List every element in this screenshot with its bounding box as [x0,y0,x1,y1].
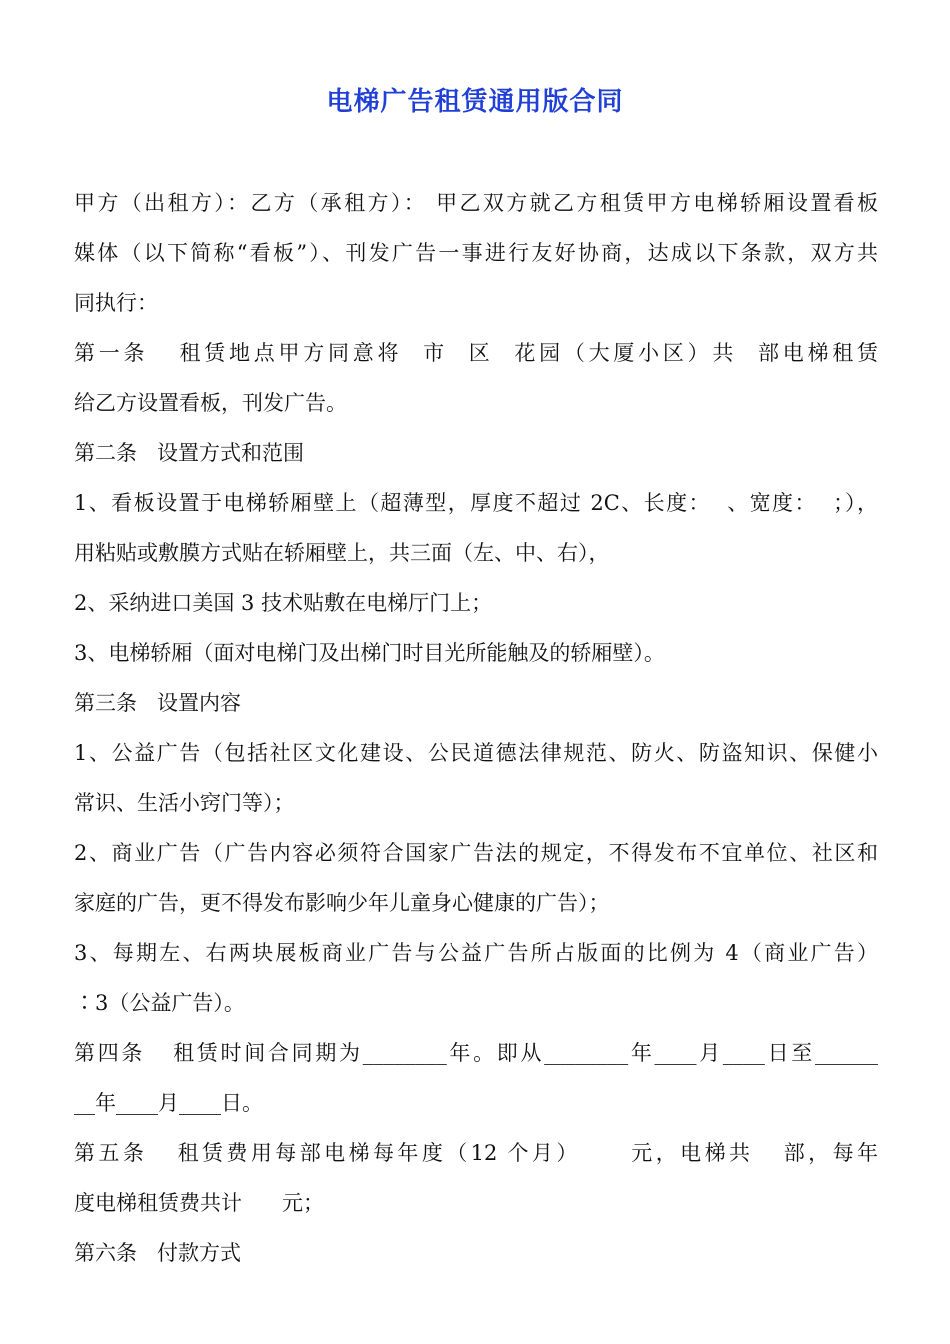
document-title: 电梯广告租赁通用版合同 [326,87,624,117]
article-5-line: 第五条 租赁费用每部电梯每年度（12 个月） 元，电梯共 部，每年 [74,1141,878,1165]
paragraph-line: 3、每期左、右两块展板商业广告与公益广告所占版面的比例为 4（商业广告） [74,941,878,965]
paragraph-line: 甲方（出租方）：乙方（承租方）： 甲乙双方就乙方租赁甲方电梯轿厢设置看板 [74,191,878,215]
paragraph-line: 2、商业广告（广告内容必须符合国家广告法的规定，不得发布不宜单位、社区和 [74,841,878,865]
article-1-line: 第一条 租赁地点甲方同意将 市 区 花园（大厦小区）共 部电梯租赁 [74,341,878,365]
paragraph-line: 用粘贴或敷膜方式贴在轿厢壁上，共三面（左、中、右）， [74,541,610,565]
paragraph-line: 度电梯租赁费共计 元； [74,1191,325,1215]
paragraph-line: 同执行： [74,291,158,315]
paragraph-line: 1、公益广告（包括社区文化建设、公民道德法律规范、防火、防盗知识、保健小 [74,741,878,765]
paragraph-line: 给乙方设置看板，刊发广告。 [74,391,347,415]
paragraph-line: 常识、生活小窍门等）； [74,791,295,815]
article-3-heading: 第三条 设置内容 [74,691,242,715]
paragraph-line: 1、看板设置于电梯轿厢壁上（超薄型，厚度不超过 2C、长度： 、宽度： ；）， [74,491,878,515]
paragraph-line: 家庭的广告，更不得发布影响少年儿童身心健康的广告）； [74,891,610,915]
article-6-heading: 第六条 付款方式 [74,1241,242,1265]
paragraph-line: 媒体（以下简称“看板”）、刊发广告一事进行友好协商，达成以下条款，双方共 [74,241,878,265]
article-2-heading: 第二条 设置方式和范围 [74,441,305,465]
paragraph-line: 3、电梯轿厢（面对电梯门及出梯门时目光所能触及的轿厢壁）。 [74,641,665,665]
paragraph-line: ∶3（公益广告）。 [74,991,245,1015]
document-body [74,178,878,1278]
paragraph-line: 2、采纳进口美国 3 技术贴敷在电梯厅门上； [74,591,493,615]
paragraph-line: __年____月____日。 [74,1091,263,1115]
article-4-line: 第四条 租赁时间合同期为________年。即从________年____月____日至______ [74,1041,878,1065]
